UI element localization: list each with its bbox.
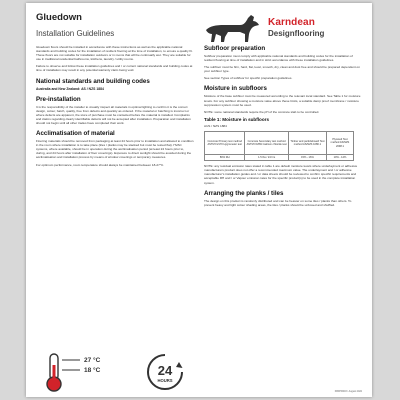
hours-value: 24: [157, 363, 173, 378]
brand-name: Karndean: [268, 17, 315, 28]
intro-paragraph-2: Failure to observe and follow these installation guidelines and / or current national standards and building codes at time of installation may result in any potential warranty claim being void.: [36, 64, 193, 73]
acclimatisation-paragraph-2: For optimum performance, room temperature should always be maintained between 18-27°C.: [36, 162, 165, 167]
brand-subname: Designflooring: [268, 29, 325, 38]
section-heading-arranging: Arranging the planks / tiles: [204, 189, 284, 197]
left-column: [36, 45, 194, 170]
preinstallation-paragraph: It is the responsibility of the installer to visually inspect all materials in optimal lighting to confirm it is the correct design, colour, batch, quality, free from defects and quantity as ordered. If the material or batching is incorrect or where defects are apparent, the store of purchase must be contacted before the material is installed. Complaints and claims regarding clearly identifiable defects will not be accepted after installation. Preparation and installation should not begin until all other trades have completed their work.: [36, 104, 191, 125]
temperature-low-label: 18 °C: [84, 367, 101, 374]
table-row: [205, 154, 354, 160]
arranging-paragraph: The design on this product is randomly distributed and can be heavier on some tiles / planks than others. To prevent heavy and light colour shading areas, the tiles / planks should be unboxed and shuffled.: [204, 198, 352, 207]
subfloor-paragraph-3: See section Types of subfloor for specific preparation guidelines.: [204, 76, 293, 81]
moisture-paragraph-2: NOTE: any residual emission rates stated in table 1 are default moisture levels where underlayment or adhesive manufacturers product does not offer a recommended maximum value. The underlayment and / or adhesive manufacturer's installation guides and / or data sheets should be reviewed to confirm specific requirements and acceptable RH and / or Vapour emission rates for the specific product(s) to be used in the complete installation system.: [204, 164, 358, 185]
acclimatisation-icons: [36, 351, 194, 393]
thermometer-icon: [36, 351, 120, 393]
table-header-cell: Plywood Test method AS/NZS 2098.1: [326, 131, 353, 154]
acclimatisation-paragraph: Flooring materials should be removed from packaging at least 24 hours prior to installation and allowed to condition in the room where installation is to take place (tiles / planks may be stacked but must be rested flat). HVAC systems, where available, should be in operation during the acclimatisation period (at least 24 hours prior to, during, and 24 hours after installation of floor coverings). Exposure to direct sunlight should be avoided during the acclimatisation and installation process by means of window coverings or temporary measures.: [36, 139, 194, 160]
standards-text: Australia and New Zealand: AS / NZS 1884: [36, 86, 104, 91]
section-heading-acclimatisation: Acclimatisation of material: [36, 130, 115, 138]
document-page: [26, 3, 372, 397]
intro-paragraph: Gluedown floors should be installed in accordance with these instructions as well as the applicable national standards and building codes for the installation of resilient flooring at the time of installation, to ensure a quality fit. These floors are not suitable for installation outdoors or in rooms that will be continually wet. They are suitable for use in traditional residential bathrooms, kitchens, laundry / utility rooms.: [36, 45, 193, 62]
dog-icon: [202, 12, 264, 44]
table-header-row: [205, 131, 354, 154]
right-column: [204, 45, 362, 210]
subfloor-paragraph: Subfloor preparation must comply with applicable national standards and building codes for the installation of resilient flooring at time of installation and in strict accordance with these installation guidelines.: [204, 54, 353, 63]
karndean-logo: [202, 12, 362, 44]
document-reference: KBFPR003 / August 2022: [334, 390, 362, 393]
moisture-table: [204, 131, 354, 161]
subfloor-paragraph-2: The subfloor must be firm, hard, flat, level, smooth, dry, clean and dust free and should be prepared dependent on your subfloor type.: [204, 65, 360, 74]
document-subtitle: Installation Guidelines: [36, 29, 115, 38]
table-cell: 1.5 lbs / 24 hrs: [245, 154, 289, 160]
table-title: Table 1: Moisture in subfloors: [204, 116, 269, 122]
temperature-high-label: 27 °C: [84, 357, 101, 364]
table-header-cell: Concrete Secondary test method ASTM F1869 Calcium chloride test: [245, 131, 289, 154]
table-subtitle: AUS / NZS 1884: [204, 123, 227, 128]
table-cell: 15% - 16%: [288, 154, 326, 160]
table-cell: 10% - 14%: [326, 154, 353, 160]
table-header-cell: Concrete Primary test method ASTM F2170 Hygrometer test: [205, 131, 245, 154]
table-header-cell: Timber and particleboard Test method AS/NZS 1080.1: [288, 131, 326, 154]
section-heading-preinstallation: Pre-installation: [36, 95, 81, 103]
document-title: Gluedown: [36, 12, 82, 23]
hours-label: HOURS: [157, 378, 173, 383]
section-heading-standards: National standards and building codes: [36, 77, 150, 85]
section-heading-subfloor: Subfloor preparation: [204, 45, 266, 52]
table-cell: 80% RH: [205, 154, 245, 160]
section-heading-moisture: Moisture in subfloors: [204, 85, 267, 93]
moisture-paragraph: Moisture of the base subfloor must be measured according to the relevant local standard. See Table 1 for moisture levels. For any subfloor showing a moisture value above these limits, a suitable damp proof membrane / moisture suppression system must be used.: [204, 94, 361, 107]
document-header: [36, 12, 362, 42]
clock-24-hours-icon: [144, 351, 186, 393]
moisture-note: NOTE: some national standards require the pH of the concrete slab to be controlled.: [204, 109, 320, 114]
